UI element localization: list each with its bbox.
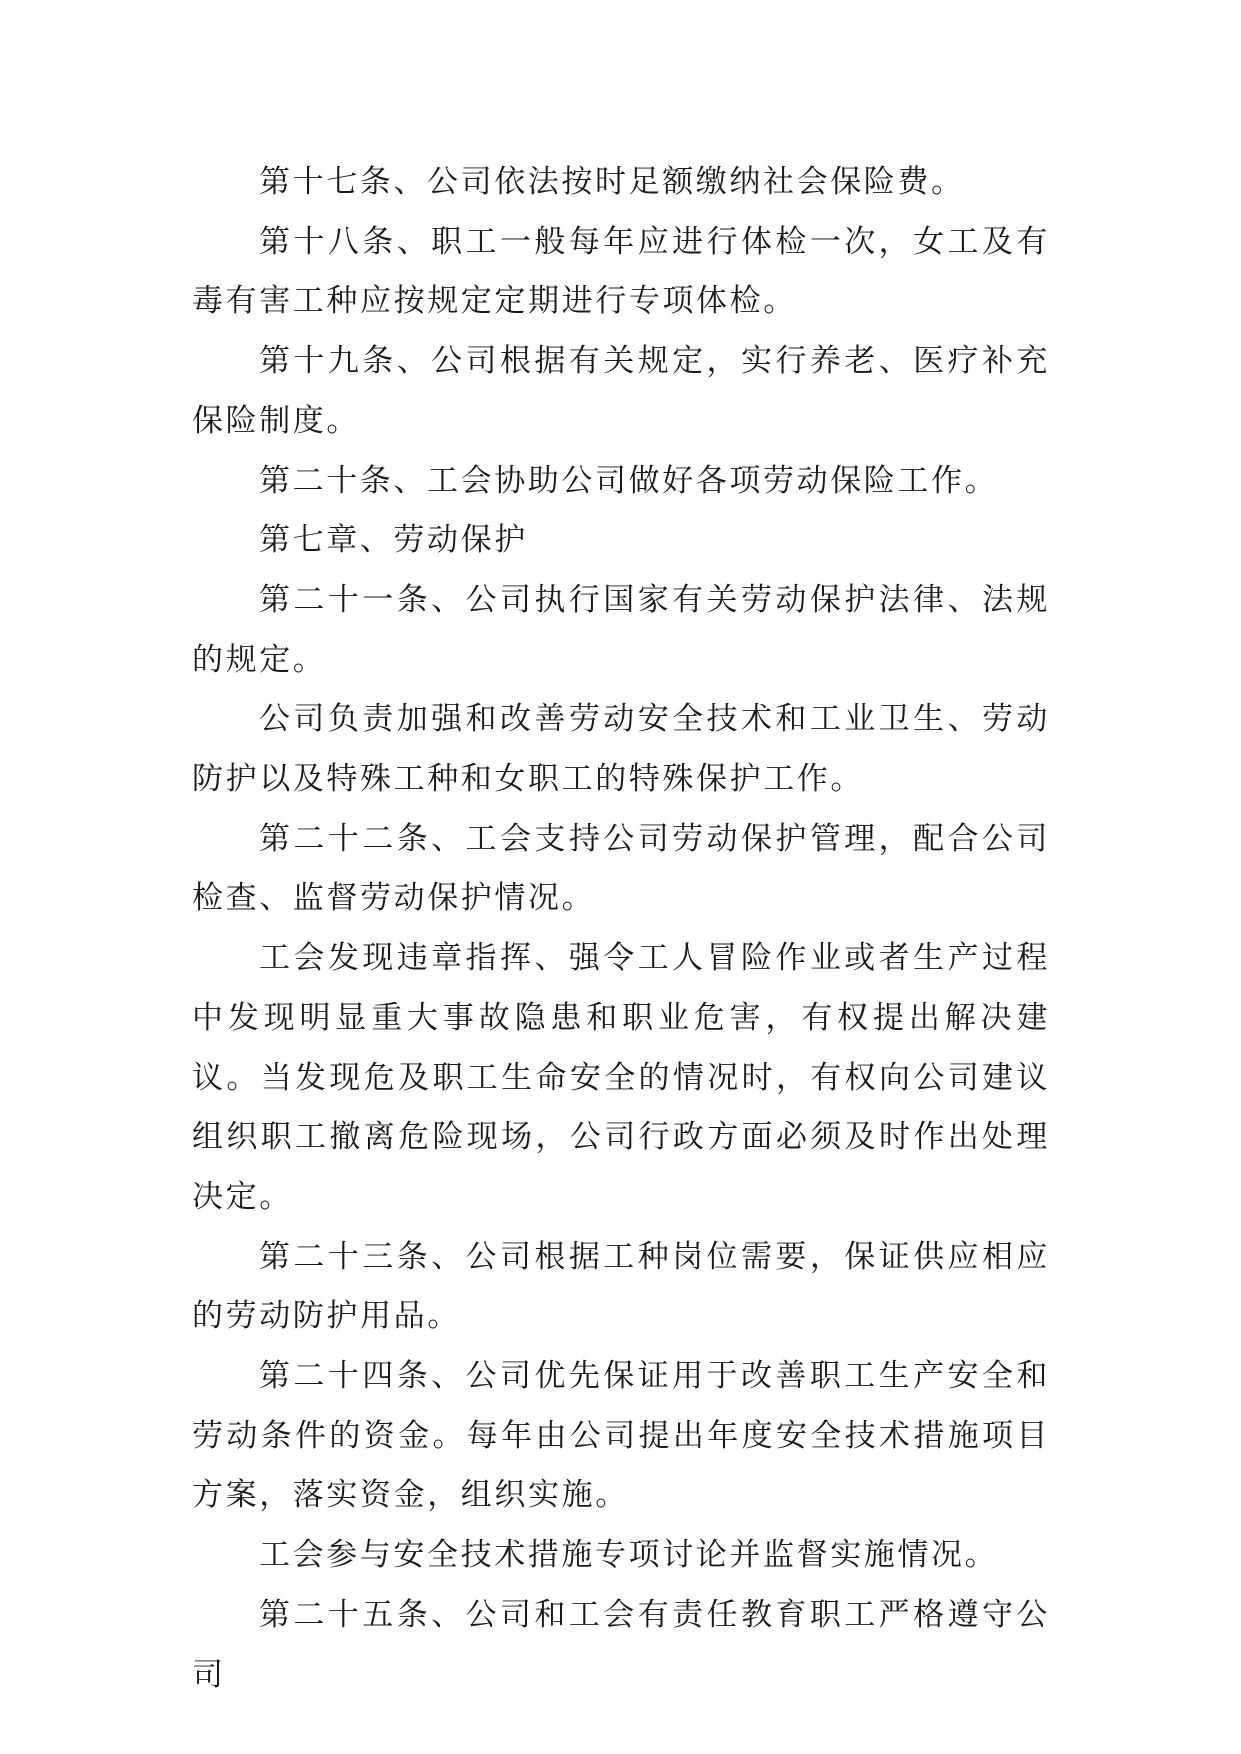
- paragraph-article-18: 第十八条、职工一般每年应进行体检一次，女工及有毒有害工种应按规定定期进行专项体检。: [192, 223, 1050, 320]
- paragraph-article-22: 第二十二条、工会支持公司劳动保护管理，配合公司检查、监督劳动保护情况。: [192, 820, 1050, 917]
- paragraph-article-24: 第二十四条、公司优先保证用于改善职工生产安全和劳动条件的资金。每年由公司提出年度安全技术措施项目方案，落实资金，组织实施。: [192, 1358, 1050, 1514]
- paragraph-article-21: 第二十一条、公司执行国家有关劳动保护法律、法规的规定。: [192, 581, 1050, 678]
- paragraph-article-25: 第二十五条、公司和工会有责任教育职工严格遵守公司: [192, 1596, 1050, 1693]
- document-body: [192, 153, 1050, 1705]
- chapter-heading-7: 第七章、劳动保护: [259, 522, 528, 559]
- paragraph-article-24-cont: 工会参与安全技术措施专项讨论并监督实施情况。: [259, 1537, 999, 1574]
- paragraph-article-17: 第十七条、公司依法按时足额缴纳社会保险费。: [259, 164, 965, 200]
- paragraph-article-20: 第二十条、工会协助公司做好各项劳动保险工作。: [259, 462, 999, 499]
- paragraph-article-21-cont: 公司负责加强和改善劳动安全技术和工业卫生、劳动防护以及特殊工种和女职工的特殊保护工作。: [192, 701, 1050, 798]
- paragraph-article-23: 第二十三条、公司根据工种岗位需要，保证供应相应的劳动防护用品。: [192, 1238, 1050, 1335]
- paragraph-article-19: 第十九条、公司根据有关规定，实行养老、医疗补充保险制度。: [192, 343, 1050, 439]
- paragraph-article-22-cont: 工会发现违章指挥、强令工人冒险作业或者生产过程中发现明显重大事故隐患和职业危害，有权提出解决建议。当发现危及职工生命安全的情况时，有权向公司建议组织职工撤离危险现场，公司行政方面必须及时作出处理决定。: [192, 940, 1050, 1215]
